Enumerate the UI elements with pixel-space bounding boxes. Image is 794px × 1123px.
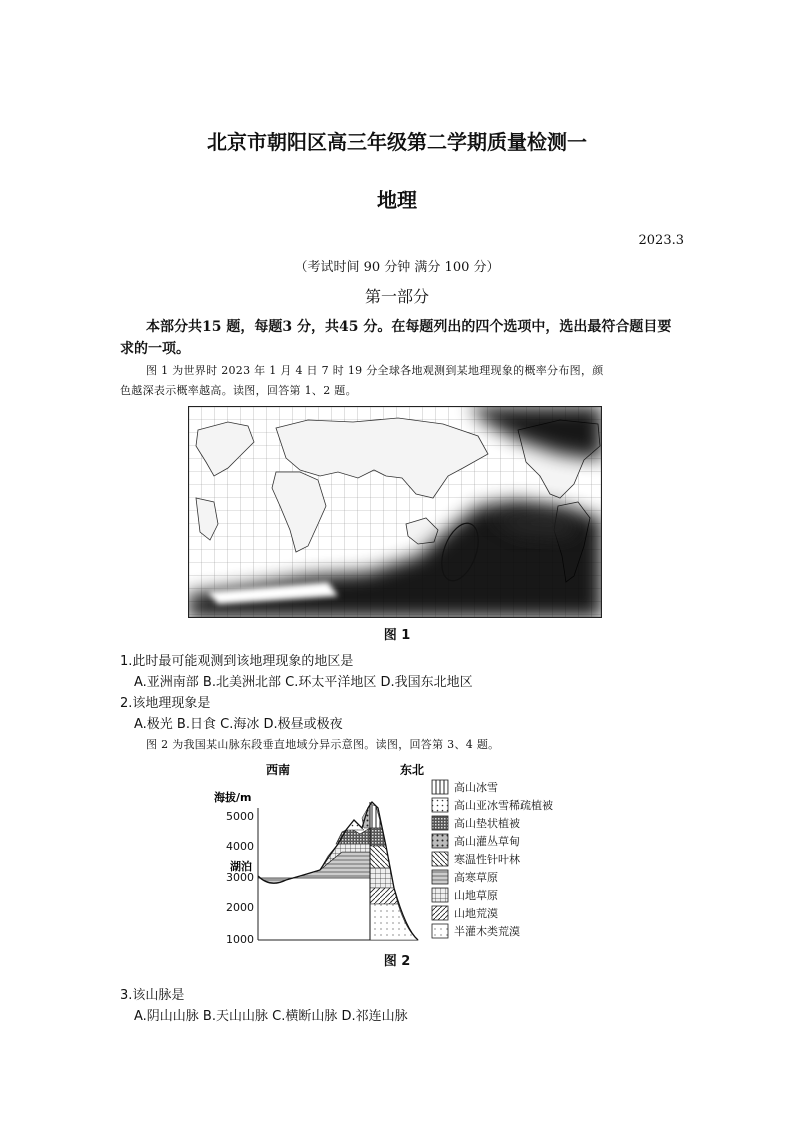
label-northeast: 东北	[400, 763, 425, 777]
legend-item-9: 半灌木类荒漠	[454, 925, 520, 938]
figure2-caption: 图 2	[383, 954, 411, 969]
question-1-options: A.亚洲南部 B.北美洲北部 C.环太平洋地区 D.我国东北地区	[134, 675, 473, 690]
exam-title: 北京市朝阳区高三年级第二学期质量检测一	[207, 130, 587, 154]
legend-item-6: 高寒草原	[454, 871, 498, 884]
legend-item-7: 山地草原	[454, 889, 498, 902]
question-3-stem: 3.该山脉是	[120, 988, 185, 1003]
intro1-line1: 图 1 为世界时 2023 年 1 月 4 日 7 时 19 分全球各地观测到某地理现象的概率分布图，颜	[146, 364, 604, 377]
legend-item-1: 高山冰雪	[454, 781, 498, 794]
exam-info: （考试时间 90 分钟 满分 100 分）	[294, 260, 500, 275]
y-tick-1000: 1000	[226, 933, 254, 946]
label-southwest: 西南	[266, 763, 291, 777]
y-tick-5000: 5000	[226, 810, 254, 823]
part-instruction-line1: 本部分共15 题，每题3 分，共45 分。在每题列出的四个选项中，选出最符合题目要	[146, 319, 672, 335]
question-1-stem: 1.此时最可能观测到该地理现象的地区是	[120, 654, 354, 669]
intro1-line2: 色越深表示概率越高。读图，回答第 1、2 题。	[120, 384, 357, 397]
legend-item-4: 高山灌丛草甸	[454, 835, 520, 848]
y-tick-2000: 2000	[226, 901, 254, 914]
legend-item-5: 寒温性针叶林	[454, 853, 520, 866]
figure1-caption: 图 1	[383, 628, 411, 643]
question-2-options: A.极光 B.日食 C.海冰 D.极昼或极夜	[134, 717, 343, 732]
lake-label: 湖泊	[230, 860, 252, 873]
part-instruction-line2: 求的一项。	[120, 341, 190, 357]
question-3-options: A.阴山山脉 B.天山山脉 C.横断山脉 D.祁连山脉	[134, 1009, 408, 1024]
y-tick-3000: 3000	[226, 871, 254, 884]
intro2-line1: 图 2 为我国某山脉东段垂直地域分异示意图。读图，回答第 3、4 题。	[146, 738, 500, 751]
figure1-map	[188, 406, 602, 618]
subject-title: 地理	[377, 188, 417, 212]
exam-date: 2023.3	[638, 233, 684, 248]
part-title: 第一部分	[364, 287, 429, 306]
y-axis-label: 海拔/m	[214, 791, 252, 804]
legend-item-2: 高山亚冰雪稀疏植被	[454, 799, 553, 812]
y-tick-4000: 4000	[226, 840, 254, 853]
legend-item-3: 高山垫状植被	[454, 817, 520, 830]
question-2-stem: 2.该地理现象是	[120, 696, 211, 711]
legend-item-8: 山地荒漠	[454, 907, 498, 920]
figure2-diagram	[210, 758, 590, 948]
